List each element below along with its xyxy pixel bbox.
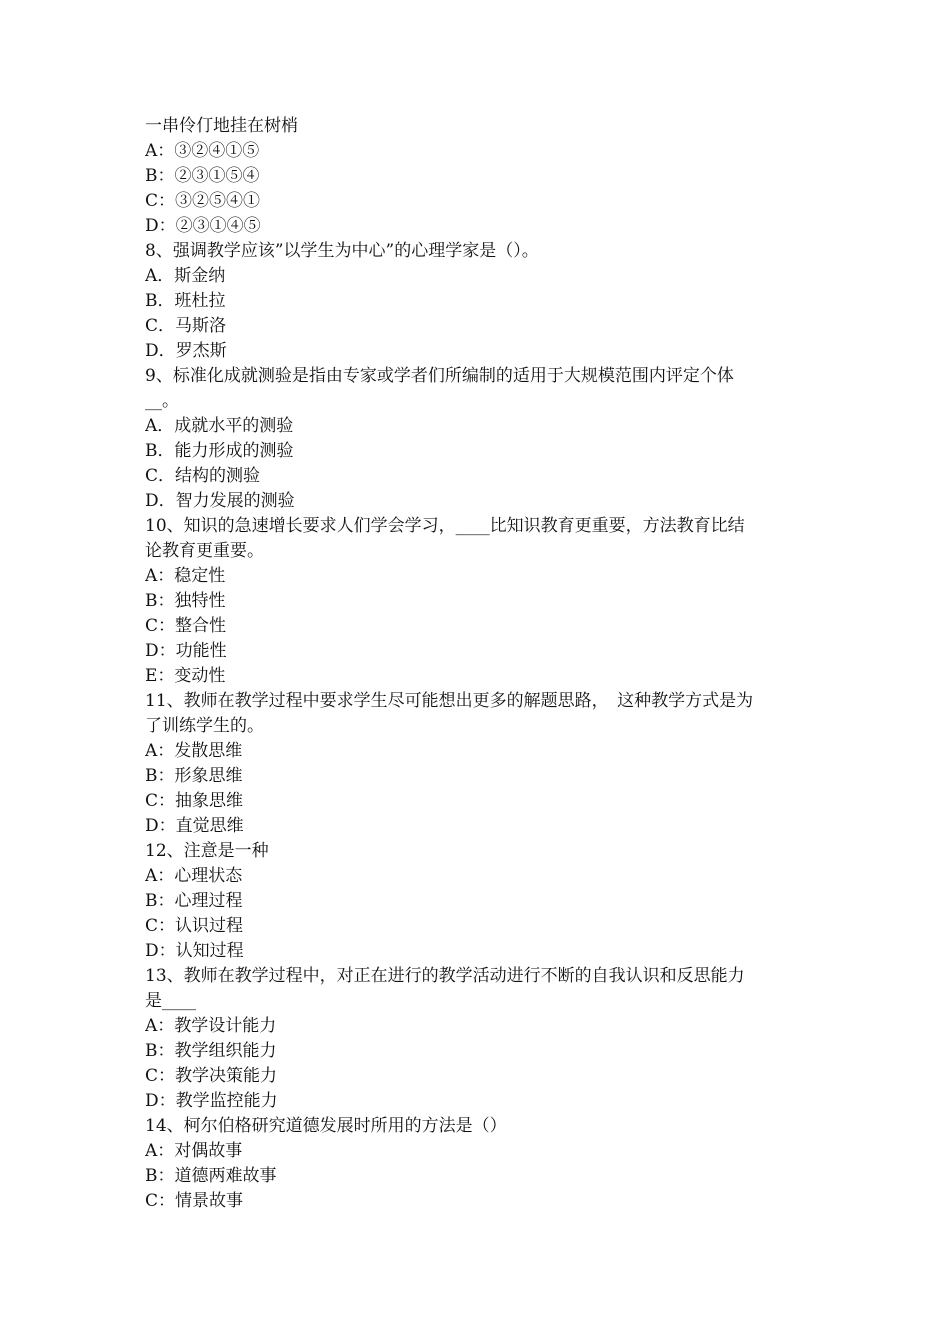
- text-line: B：独特性: [145, 591, 226, 611]
- question-stem: 11、教师在教学过程中要求学生尽可能想出更多的解题思路， 这种教学方式是为: [145, 691, 754, 711]
- text-line: B：道德两难故事: [145, 1166, 277, 1186]
- text-line: B．能力形成的测验: [145, 441, 294, 461]
- question-stem: 10、知识的急速增长要求人们学会学习，____比知识教育更重要，方法教育比结: [145, 516, 745, 536]
- text-line: __。: [145, 391, 179, 411]
- text-line: A：发散思维: [145, 741, 243, 761]
- text-line: C：抽象思维: [145, 791, 244, 811]
- text-line: A．斯金纳: [145, 266, 226, 286]
- text-line: A．成就水平的测验: [145, 416, 294, 436]
- text-line: D：认知过程: [145, 941, 244, 961]
- text-line: C．马斯洛: [145, 316, 227, 336]
- document-page: [145, 114, 813, 1214]
- text-line: D：②③①④⑤: [145, 216, 261, 236]
- text-line: E：变动性: [145, 666, 226, 686]
- text-line: A：对偶故事: [145, 1141, 243, 1161]
- question-stem: 14、柯尔伯格研究道德发展时所用的方法是（）: [145, 1116, 507, 1136]
- text-line: 一串伶仃地挂在树梢: [145, 116, 298, 136]
- text-line: 论教育更重要。: [145, 541, 264, 561]
- text-line: C．结构的测验: [145, 466, 261, 486]
- text-line: D：直觉思维: [145, 816, 244, 836]
- text-line: 了训练学生的。: [145, 716, 264, 736]
- question-stem: 8、强调教学应该”以学生为中心”的心理学家是（）。: [145, 241, 539, 261]
- text-line: C：整合性: [145, 616, 227, 636]
- text-line: D：教学监控能力: [145, 1091, 278, 1111]
- text-line: A：稳定性: [145, 566, 226, 586]
- text-line: B：心理过程: [145, 891, 243, 911]
- text-line: B：形象思维: [145, 766, 243, 786]
- text-line: B：②③①⑤④: [145, 166, 260, 186]
- question-stem: 9、标准化成就测验是指由专家或学者们所编制的适用于大规模范围内评定个体: [145, 366, 734, 386]
- text-line: B：教学组织能力: [145, 1041, 277, 1061]
- text-line: A：③②④①⑤: [145, 141, 260, 161]
- text-line: D．罗杰斯: [145, 341, 227, 361]
- text-line: A：心理状态: [145, 866, 243, 886]
- text-line: A：教学设计能力: [145, 1016, 277, 1036]
- text-line: C：教学决策能力: [145, 1066, 278, 1086]
- text-line: D．智力发展的测验: [145, 491, 295, 511]
- text-line: 是____: [145, 991, 196, 1011]
- question-stem: 12、注意是一种: [145, 841, 269, 861]
- text-line: D：功能性: [145, 641, 227, 661]
- text-line: C：情景故事: [145, 1191, 244, 1211]
- text-line: C：③②⑤④①: [145, 191, 261, 211]
- question-stem: 13、教师在教学过程中，对正在进行的教学活动进行不断的自我认识和反思能力: [145, 966, 745, 986]
- text-line: B．班杜拉: [145, 291, 226, 311]
- text-line: C：认识过程: [145, 916, 244, 936]
